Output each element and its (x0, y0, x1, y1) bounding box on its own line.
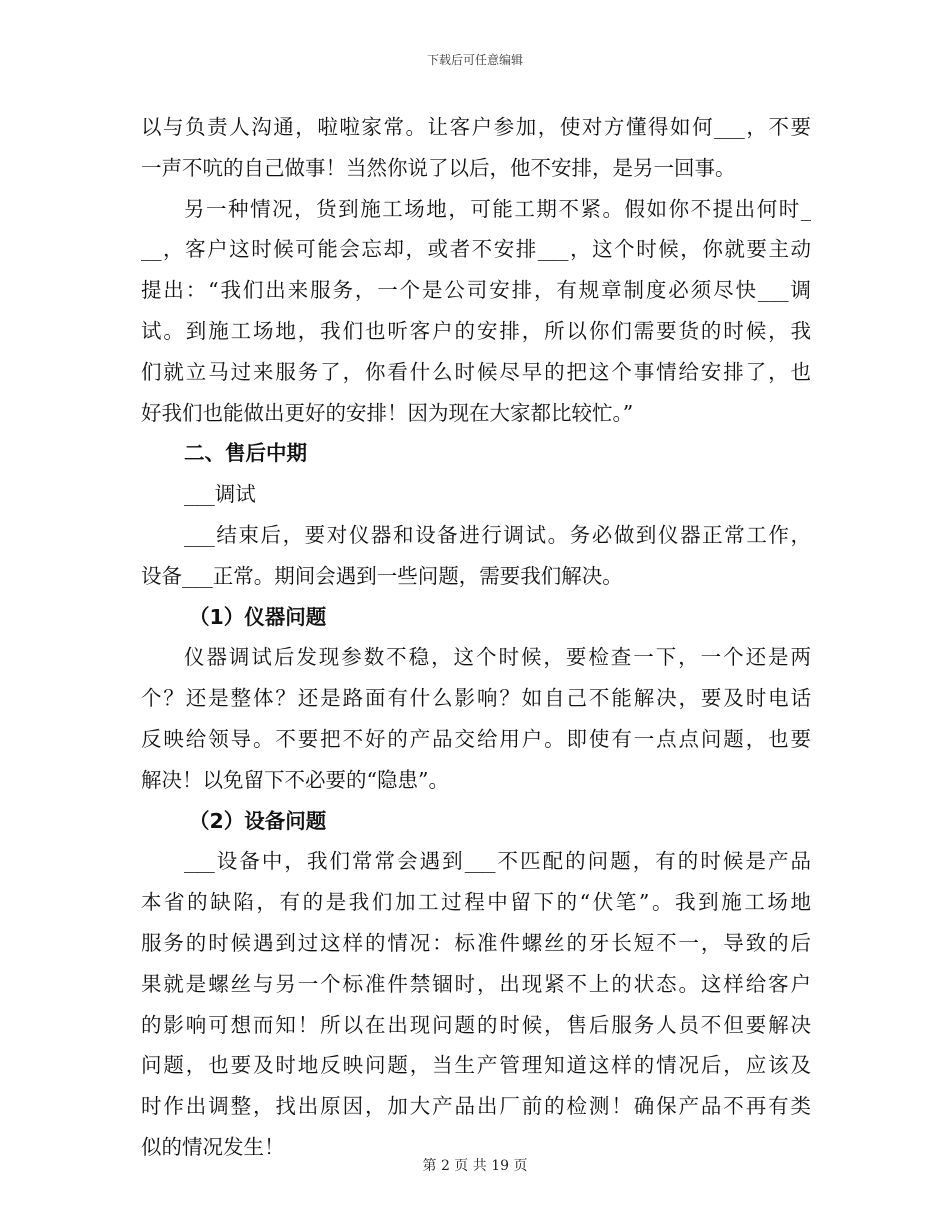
paragraph-line: 试。到施工场地，我们也听客户的安排，所以你们需要货的时候，我 (141, 318, 811, 343)
page-header: 下载后可任意编辑 (426, 53, 523, 67)
paragraph-line: 提出：“我们出来服务，一个是公司安排，有规章制度必须尽快___调 (141, 278, 811, 303)
paragraph-line: 另一种情况，货到施工场地，可能工期不紧。假如你不提出何时_ (184, 196, 811, 221)
subsection-heading: （2）设备问题 (189, 808, 327, 833)
section-heading: 二、售后中期 (184, 441, 307, 466)
paragraph-line: 以与负责人沟通，啦啦家常。让客户参加，使对方懂得如何___，不要 (141, 115, 811, 139)
paragraph-line: ___调试 (184, 482, 256, 507)
page-footer: 第 2 页 共 19 页 (422, 1158, 528, 1174)
paragraph-line: 解决！以免留下不必要的“隐患”。 (141, 767, 449, 792)
paragraph-line: ___结束后，要对仪器和设备进行调试。务必做到仪器正常工作， (184, 522, 811, 547)
paragraph-line: 仪器调试后发现参数不稳，这个时候，要检查一下，一个还是两 (184, 645, 811, 670)
paragraph-line: 时作出调整，找出原因，加大产品出厂前的检测！确保产品不再有类 (141, 1094, 811, 1119)
subsection-heading: （1）仪器问题 (189, 604, 327, 629)
paragraph-line: __，客户这时候可能会忘却，或者不安排___，这个时候，你就要主动 (141, 237, 811, 262)
paragraph-line: 的影响可想而知！所以在出现问题的时候，售后服务人员不但要解决 (141, 1012, 811, 1037)
paragraph-line: 个？还是整体？还是路面有什么影响？如自己不能解决，要及时电话 (141, 686, 811, 711)
paragraph-line: 们就立马过来服务了，你看什么时候尽早的把这个事情给安排了，也 (141, 359, 811, 384)
paragraph-line: 反映给领导。不要把不好的产品交给用户。即使有一点点问题，也要 (141, 726, 811, 751)
paragraph-line: 似的情况发生！ (141, 1134, 285, 1159)
paragraph-line: 设备___正常。期间会遇到一些问题，需要我们解决。 (141, 563, 623, 588)
paragraph-line: 一声不吭的自己做事！当然你说了以后，他不安排，是另一回事。 (141, 155, 736, 180)
paragraph-line: 服务的时候遇到过这样的情况：标准件螺丝的牙长短不一，导致的后 (141, 930, 811, 955)
paragraph-line: 好我们也能做出更好的安排！因为现在大家都比较忙。” (141, 400, 634, 425)
paragraph-line: 问题，也要及时地反映问题，当生产管理知道这样的情况后，应该及 (141, 1053, 811, 1078)
paragraph-line: 果就是螺丝与另一个标准件禁锢时，出现紧不上的状态。这样给客户 (141, 971, 811, 996)
paragraph-line: 本省的缺陷，有的是我们加工过程中留下的“伏笔”。我到施工场地 (141, 890, 811, 915)
paragraph-line: ___设备中，我们常常会遇到___不匹配的问题，有的时候是产品 (184, 849, 811, 874)
document-body (141, 107, 811, 1168)
